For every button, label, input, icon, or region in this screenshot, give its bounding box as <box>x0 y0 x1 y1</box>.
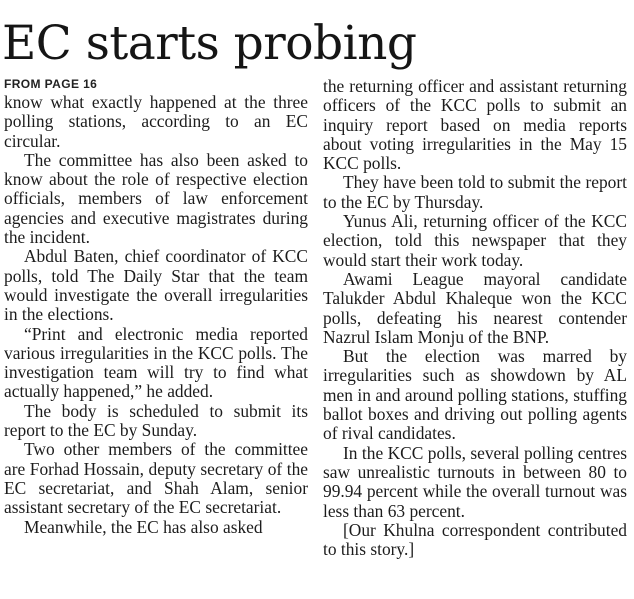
column-left <box>4 77 308 537</box>
paragraph: Yunus Ali, returning officer of the KCC election, told this newspaper that they would start their work today. <box>323 211 627 270</box>
column-right <box>323 77 627 559</box>
paragraph: Two other members of the committee are Forhad Hossain, deputy secretary of the EC secretariat, and Shah Alam, senior assistant secretary of the EC secretariat. <box>4 439 308 518</box>
paragraph: know what exactly happened at the three polling stations, according to an EC circular. <box>4 92 308 151</box>
paragraph: Awami League mayoral candidate Talukder Abdul Khaleque won the KCC polls, defeating his nearest contender Nazrul Islam Monju of the BNP. <box>323 268 627 347</box>
paragraph: The committee has also been asked to know about the role of respective election officials, members of law enforcement agencies and executive magistrates during the incident. <box>4 149 308 248</box>
paragraph: They have been told to submit the report to the EC by Thursday. <box>323 172 627 212</box>
paragraph: Abdul Baten, chief coordinator of KCC polls, told The Daily Star that the team would investigate the overall irregularities in the elections. <box>4 246 308 325</box>
paragraph: But the election was marred by irregularities such as showdown by AL men in and around polling stations, stuffing ballot boxes and driving out polling agents of rival candidates. <box>323 346 627 444</box>
headline: EC starts probing <box>2 16 417 71</box>
paragraph: Meanwhile, the EC has also asked <box>24 516 263 537</box>
paragraph: In the KCC polls, several polling centres saw unrealistic turnouts in between 80 to 99.94 percent while the overall turnout was less than 63 percent. <box>323 442 627 521</box>
paragraph: The body is scheduled to submit its report to the EC by Sunday. <box>4 400 308 441</box>
paragraph: the returning officer and assistant returning officers of the KCC polls to submit an inquiry report based on media reports about voting irregularities in the May 15 KCC polls. <box>323 76 627 174</box>
paragraph: [Our Khulna correspondent contributed to this story.] <box>323 519 627 560</box>
jump-line: FROM PAGE 16 <box>4 77 98 91</box>
paragraph: “Print and electronic media reported various irregularities in the KCC polls. The investigation team will try to find what actually happened,” he added. <box>4 323 308 402</box>
